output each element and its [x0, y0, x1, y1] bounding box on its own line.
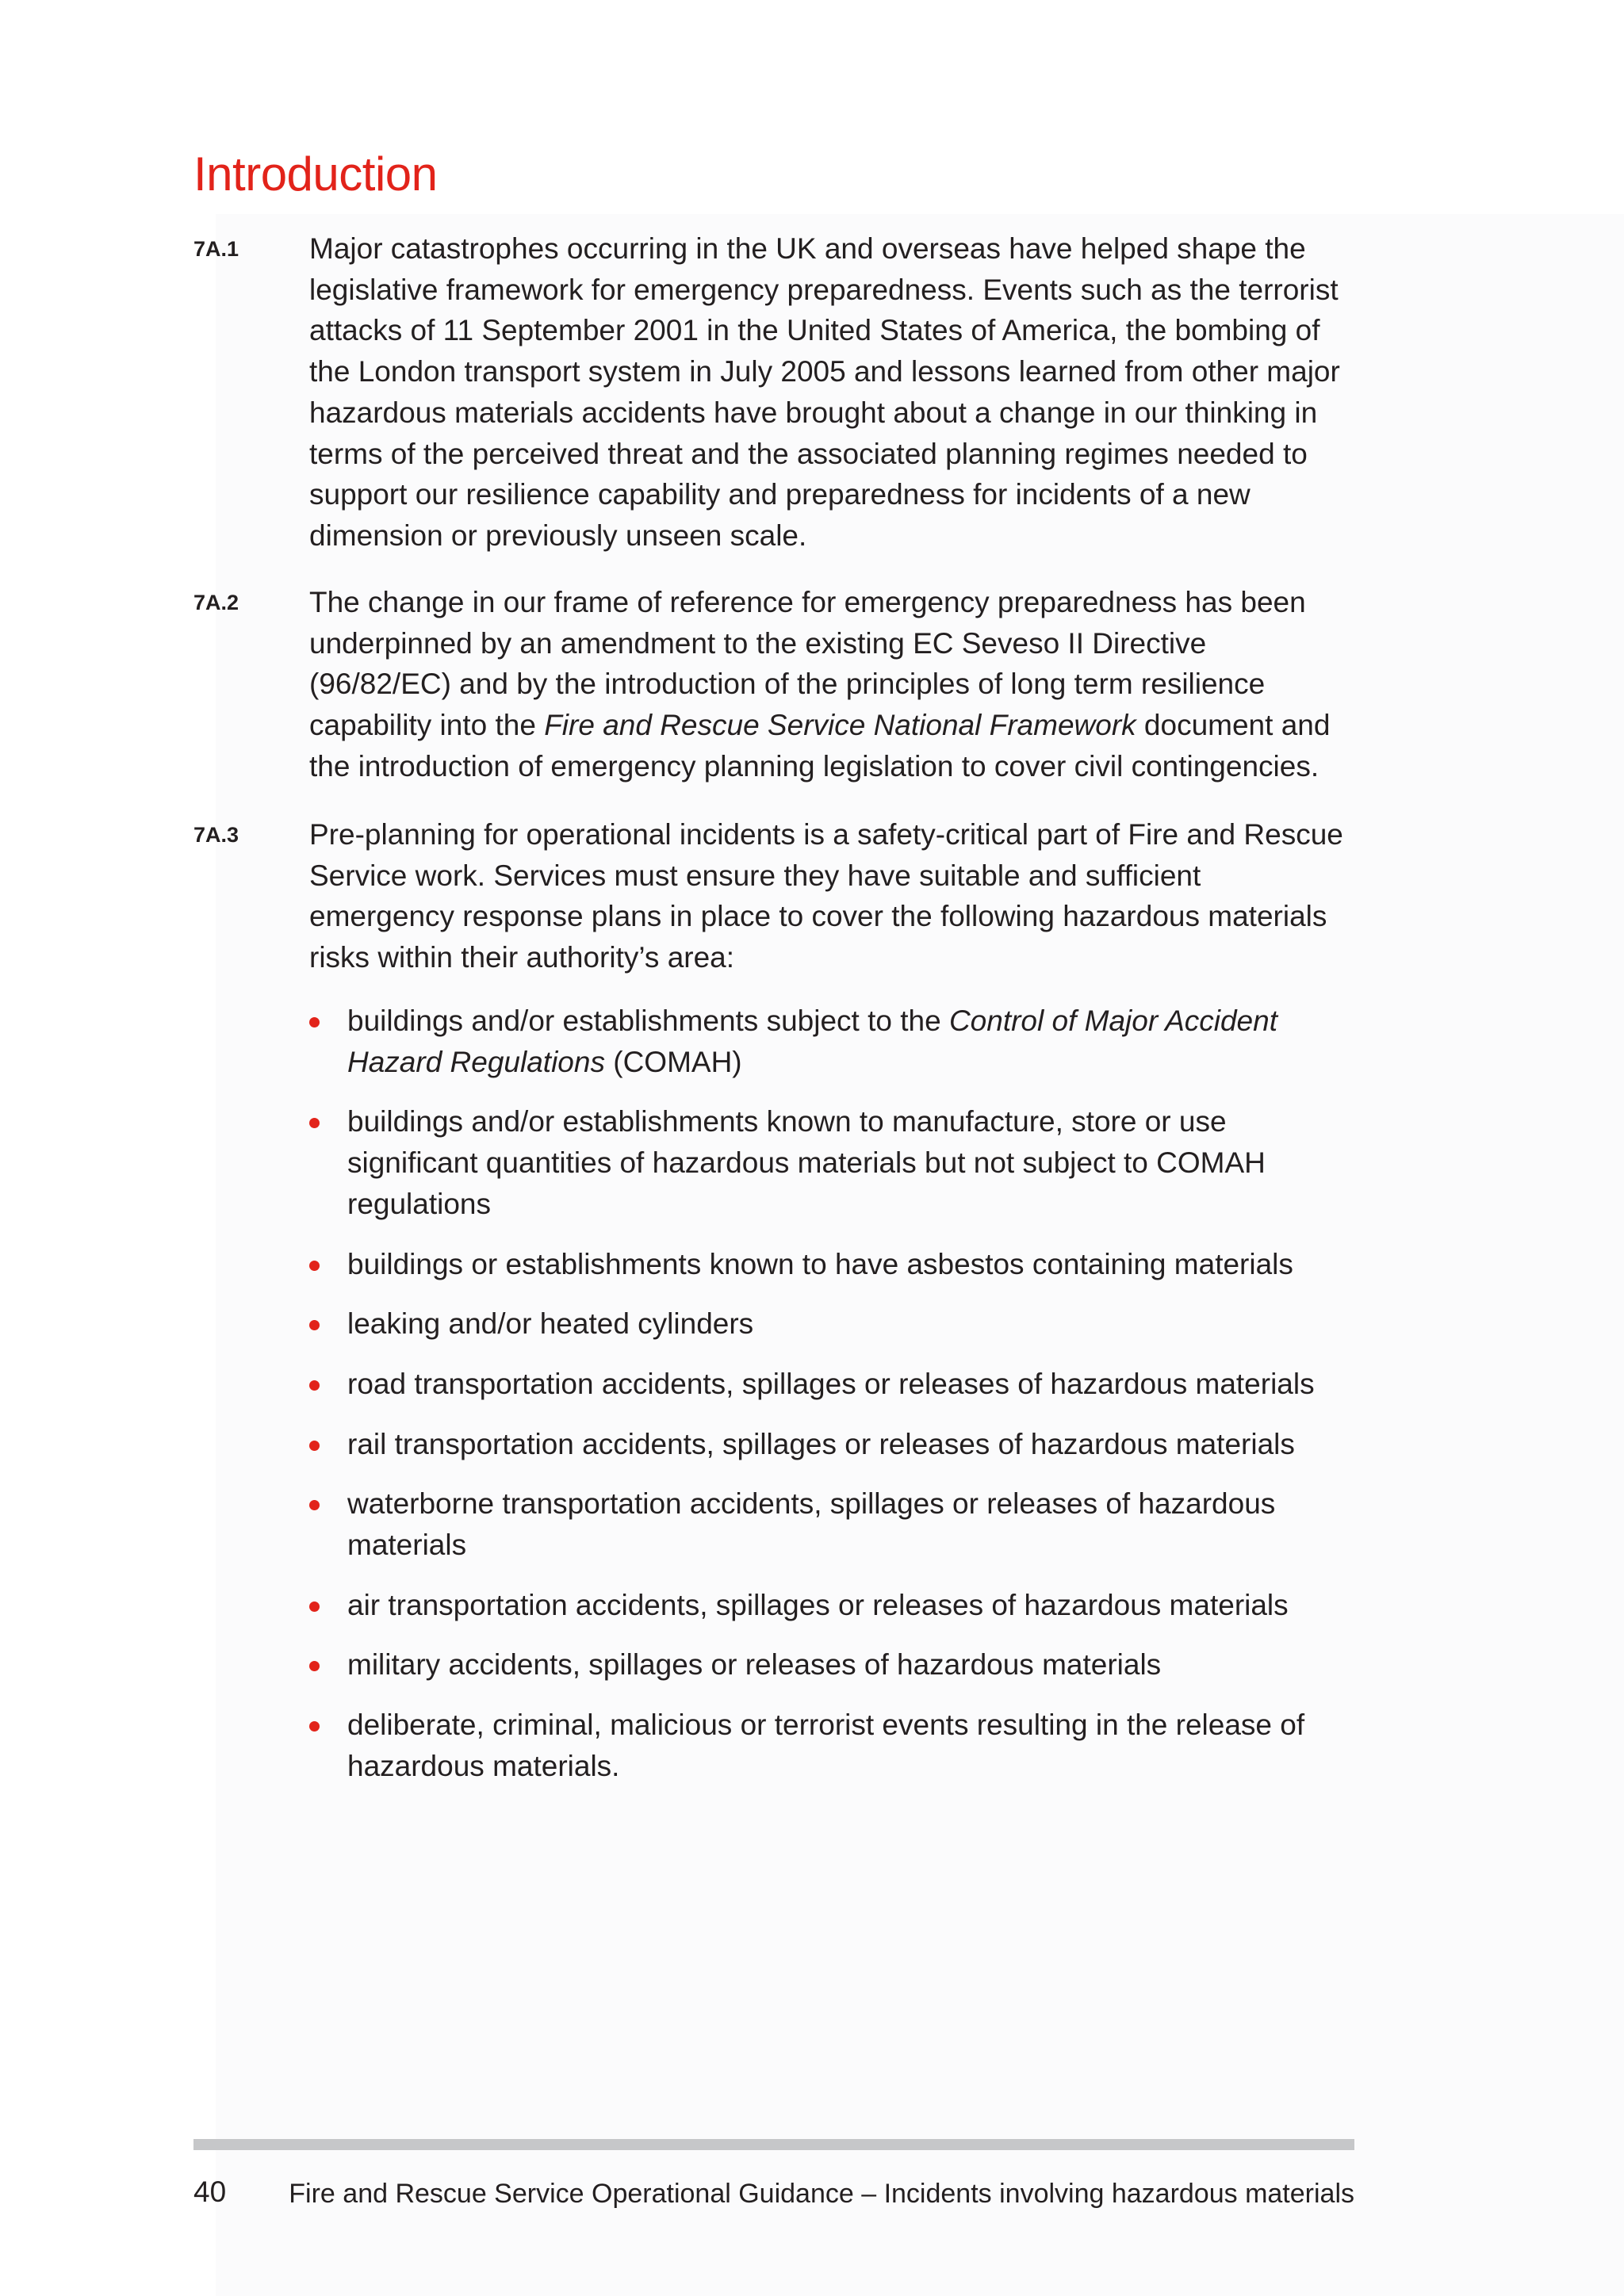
- bullet-icon: [309, 1017, 320, 1027]
- list-item: [309, 1364, 1356, 1405]
- list-item: [309, 1001, 1356, 1082]
- paragraph-number: 7A.1: [193, 237, 239, 261]
- footer-document-title: Fire and Rescue Service Operational Guidance – Incidents involving hazardous materials: [289, 2179, 1354, 2209]
- list-item-text: (COMAH): [613, 1045, 742, 1078]
- list-item-text: military accidents, spillages or releases of hazardous materials: [347, 1648, 1162, 1682]
- bullet-icon: [309, 1118, 320, 1128]
- list-item: [309, 1101, 1356, 1224]
- bullet-icon: [309, 1500, 320, 1510]
- list-item: [309, 1585, 1356, 1626]
- paragraph-text-part: The change in our frame of reference for emergency preparedness has been underpinned by an amendment to the existing EC Seveso II Directive (96/82/EC) and by the introduction of the principles of long term resilience capability into the: [309, 586, 1306, 742]
- page-number: 40: [193, 2175, 227, 2208]
- bullet-icon: [309, 1261, 320, 1271]
- list-item-text: buildings and/or establishments subject to the: [347, 1004, 941, 1037]
- bullet-icon: [309, 1601, 320, 1612]
- list-item: [309, 1244, 1356, 1285]
- list-item-text: rail transportation accidents, spillages or releases of hazardous materials: [347, 1427, 1295, 1460]
- list-item-text: air transportation accidents, spillages or releases of hazardous materials: [347, 1588, 1289, 1621]
- paragraph-text: Major catastrophes occurring in the UK and overseas have helped shape the legislative framework for emergency preparedness. Events such as the terrorist attacks of 11 September 2001 in the United States of America, the bombing of the London transport system in July 2005 and lessons learned from other major hazardous materials accidents have brought about a change in our thinking in terms of the perceived threat and the associated planning regimes needed to support our resilience capability and preparedness for incidents of a new dimension or previously unseen scale.: [309, 232, 1340, 552]
- paragraph-text: [309, 582, 1348, 787]
- list-item: [309, 1483, 1356, 1565]
- paragraph-text: Pre-planning for operational incidents is a safety-critical part of Fire and Rescue Service work. Services must ensure they have suitable and sufficient emergency response plans in place to cover the following hazardous materials risks within their authority’s area:: [309, 818, 1343, 974]
- framework-title: Fire and Rescue Service National Framework: [544, 709, 1136, 742]
- list-item-text: deliberate, criminal, malicious or terrorist events resulting in the release of hazardous materials.: [347, 1709, 1305, 1782]
- regulation-title: Control of Major Accident Hazard Regulations: [347, 1004, 1277, 1078]
- bullet-icon: [309, 1721, 320, 1732]
- list-item-text: leaking and/or heated cylinders: [347, 1307, 754, 1341]
- list-item: [309, 1644, 1356, 1686]
- hazard-risk-list: [309, 1001, 1356, 1806]
- list-item-text: buildings or establishments known to have asbestos containing materials: [347, 1247, 1293, 1280]
- list-item-text: road transportation accidents, spillages or releases of hazardous materials: [347, 1367, 1315, 1400]
- bullet-icon: [309, 1320, 320, 1330]
- paragraph-number: 7A.3: [193, 823, 239, 847]
- footer-divider: [193, 2139, 1354, 2150]
- list-item: [309, 1705, 1356, 1786]
- paragraph-number: 7A.2: [193, 591, 239, 614]
- list-item-text: buildings and/or establishments known to manufacture, store or use significant quantities of hazardous materials but not subject to COMAH regulations: [347, 1105, 1266, 1220]
- page-title: Introduction: [193, 147, 438, 201]
- list-item: [309, 1303, 1356, 1345]
- bullet-icon: [309, 1441, 320, 1451]
- bullet-icon: [309, 1661, 320, 1671]
- list-item-text: waterborne transportation accidents, spillages or releases of hazardous materials: [347, 1487, 1276, 1562]
- list-item: [309, 1424, 1356, 1465]
- bullet-icon: [309, 1380, 320, 1391]
- paragraph-text-part: document and the introduction of emergency planning legislation to cover civil contingencies.: [309, 709, 1331, 783]
